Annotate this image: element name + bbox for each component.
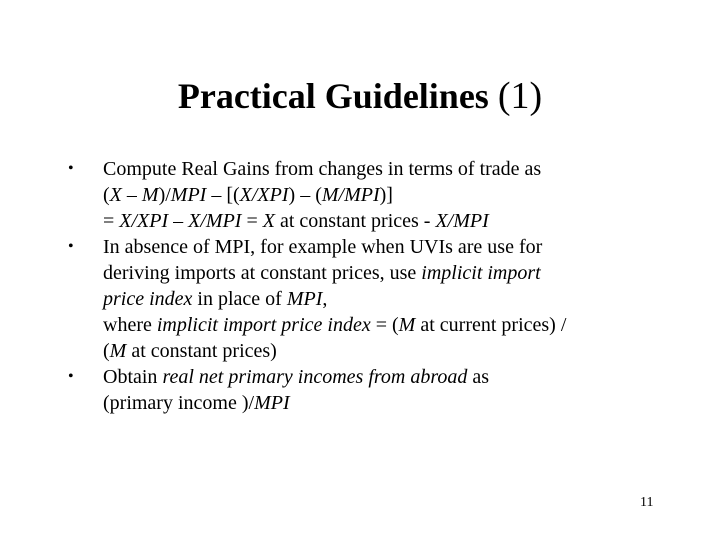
italic-text: MPI — [286, 288, 323, 310]
text-run: = — [103, 210, 120, 232]
text-run: Obtain — [103, 366, 163, 388]
text-run: ( — [103, 184, 110, 206]
bullet-dot: • — [68, 160, 74, 177]
bullet-item — [68, 234, 678, 364]
text-run: ( — [103, 340, 110, 362]
text-run: ) – ( — [288, 184, 322, 206]
slide-title — [0, 74, 720, 118]
text-run: deriving imports at constant prices, use — [103, 262, 422, 284]
italic-text: price index — [103, 288, 193, 310]
bullet-line — [103, 286, 678, 312]
text-run: where — [103, 314, 157, 336]
text-run: (primary income )/ — [103, 392, 255, 414]
bullet-line — [103, 208, 678, 234]
italic-text: M — [398, 314, 416, 336]
bullet-dot: • — [68, 368, 74, 385]
italic-text: M/MPI — [321, 184, 380, 206]
text-run: in place of — [192, 288, 287, 310]
text-run: Compute Real Gains from changes in terms of trade as — [103, 158, 542, 180]
text-run: )] — [379, 184, 393, 206]
text-run: at constant prices - — [274, 210, 436, 232]
bullet-line — [103, 234, 678, 260]
page-number: 11 — [640, 495, 654, 510]
title-text: Practical Guidelines — [177, 76, 489, 116]
italic-text: X/XPI – X/MPI — [119, 210, 242, 232]
bullet-line — [103, 182, 678, 208]
bullet-line — [103, 364, 678, 390]
bullet-line — [103, 390, 678, 416]
italic-text: X – M — [109, 184, 159, 206]
bullet-line — [103, 260, 678, 286]
text-run: )/ — [158, 184, 171, 206]
text-run: – [( — [206, 184, 240, 206]
italic-text: real net primary incomes from abroad — [162, 366, 468, 388]
text-run: as — [467, 366, 490, 388]
italic-text: X/XPI — [239, 184, 289, 206]
bullet-item — [68, 156, 678, 234]
text-run: In absence of MPI, for example when UVIs are use for — [103, 236, 543, 258]
text-run: at current prices) / — [415, 314, 567, 336]
text-run: at constant prices) — [126, 340, 277, 362]
text-run: = — [241, 210, 263, 232]
italic-text: X/MPI — [435, 210, 489, 232]
bullet-line — [103, 338, 678, 364]
title-number: (1) — [497, 75, 543, 117]
italic-text: implicit import price index — [156, 314, 371, 336]
italic-text: MPI — [170, 184, 207, 206]
italic-text: M — [109, 340, 127, 362]
bullet-line — [103, 156, 678, 182]
italic-text: X — [262, 210, 275, 232]
bullet-line — [103, 312, 678, 338]
bullet-dot: • — [68, 238, 74, 255]
bullet-list — [68, 156, 678, 416]
bullet-item — [68, 364, 678, 416]
italic-text: implicit import — [421, 262, 541, 284]
text-run: , — [322, 288, 328, 310]
text-run: = ( — [370, 314, 399, 336]
italic-text: MPI — [254, 392, 290, 414]
